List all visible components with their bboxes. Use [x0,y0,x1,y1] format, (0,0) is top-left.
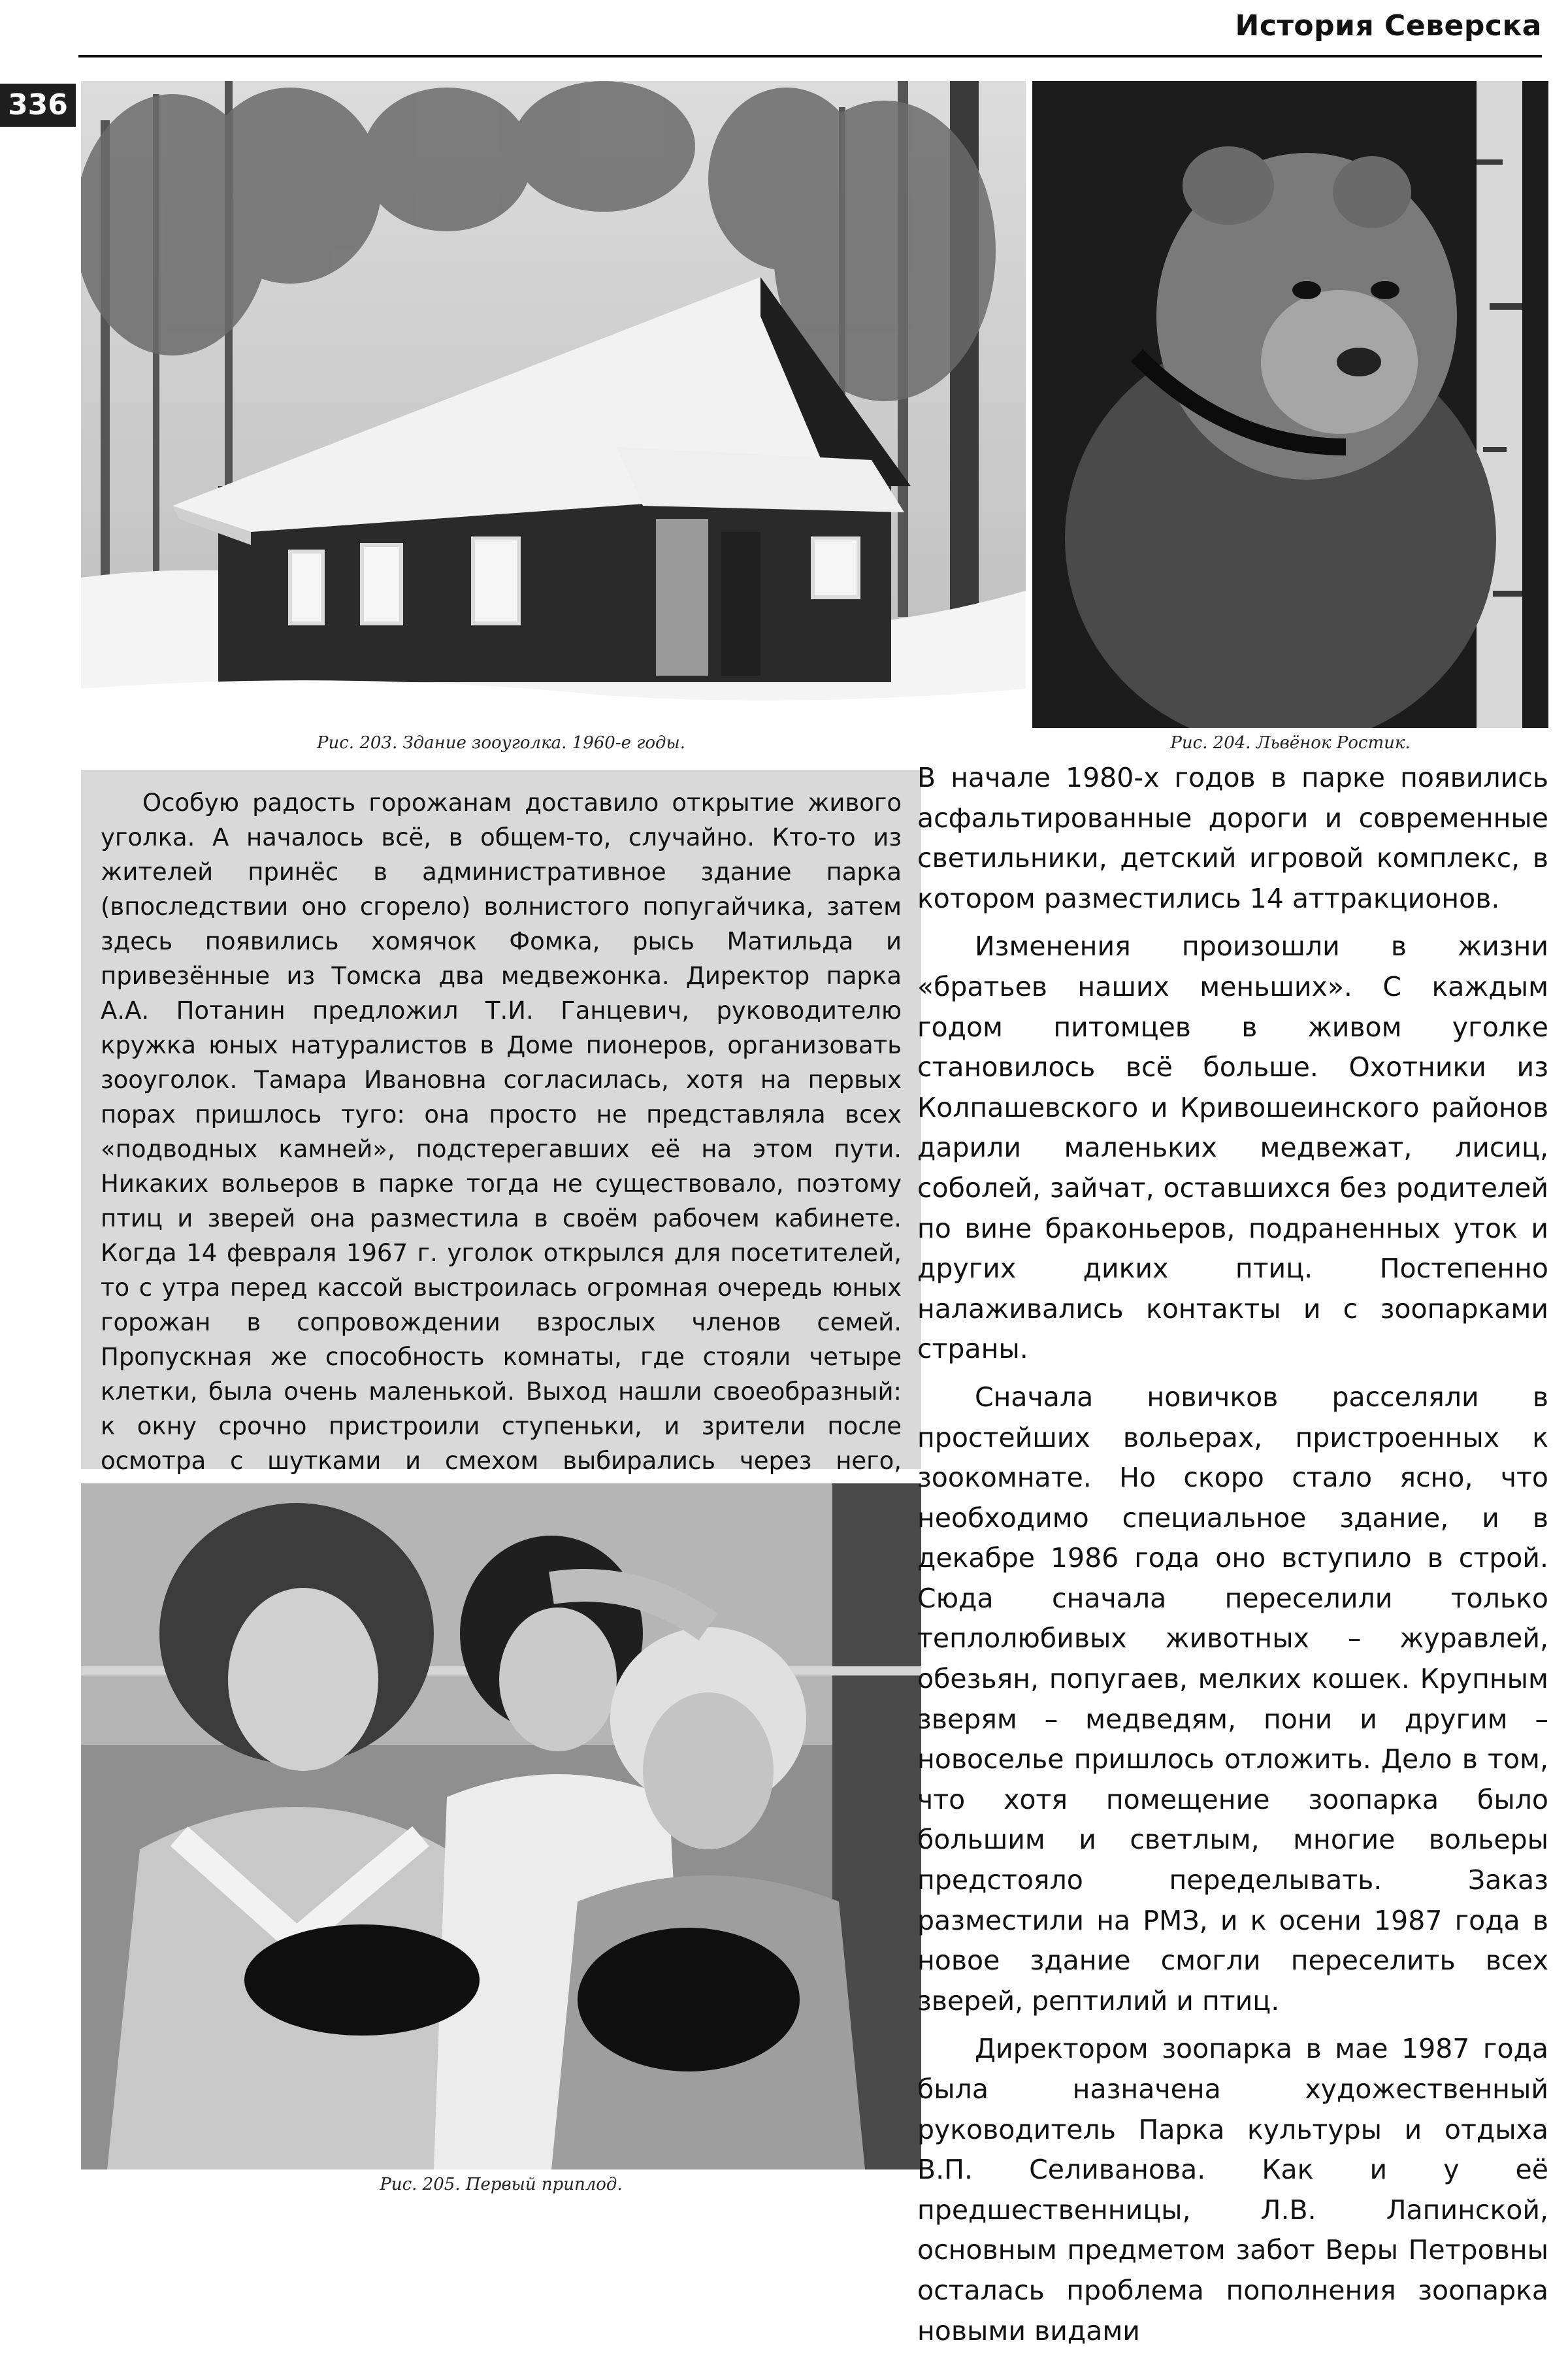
photo-lion-cub [1032,81,1548,728]
photo-zoo-building [81,81,1026,728]
running-header-title: История Северска [1235,9,1542,42]
sidebar-text-box [81,770,921,1475]
three-women-illustration [81,1483,921,2169]
figure-203-caption: Рис. 203. Здание зооуголка. 1960-е годы. [317,733,685,753]
page-number: 336 [0,84,76,127]
sidebar-paragraph: Особую радость горожанам доставило открытие живого уголка. А началось всё, в общем-то, случайно. Кто-то из жителей принёс в административное здание парка (впоследствии оно сгорело) волнистого попугайчика, затем здесь появились хомячок Фомка, рысь Матильда и привезённые из Томска два медвежонка. Директор парка А.А. Потанин предложил Т.И. Ганцевич, руководителю кружка юных натуралистов в Доме пионеров, организовать зооуголок. Тамара Ивановна согласилась, хотя на первых порах пришлось туго: она просто не представляла всех «подводных камней», подстерегавших её на этом пути. Никаких вольеров в парке тогда не существовало, поэтому птиц и зверей она разместила в своём рабочем кабинете. Когда 14 февраля 1967 г. уголок открылся для посетителей, то с утра перед кассой выстроилась огромная очередь юных горожан в сопровождении взрослых членов семей. Пропускная же способность комнаты, где стояли четыре клетки, была очень маленькой. Выход нашли своеобразный: к окну срочно пристроили ступеньки, и зрители после осмотра с шутками и смехом выбирались через него, [101,789,902,1475]
body-paragraph-3: Сначала новичков расселяли в простейших вольерах, пристроенных к зоокомнате. Но скоро стало ясно, что необходимо специальное здание, и в декабре 1986 года оно вступило в строй. Сюда сначала переселили только теплолюбивых животных – журавлей, обезьян, попугаев, мелких кошек. Крупным зверям – медведям, пони и другим – новоселье пришлось отложить. Дело в том, что хотя помещение зоопарка было большим и светлым, многие вольеры предстояло переделывать. Заказ разместили на РМЗ, и к осени 1987 года в новое здание смогли переселить всех зверей, рептилий и птиц. [917,1381,1548,2017]
figure-204-caption: Рис. 204. Львёнок Ростик. [1170,733,1411,753]
figure-205-caption: Рис. 205. Первый приплод. [380,2175,623,2194]
body-paragraph-1: В начале 1980-х годов в парке появились асфальтированные дороги и современные светильники, детский игровой комплекс, в котором разместились 14 аттракционов. [917,762,1548,914]
body-paragraph-4: Директором зоопарка в мае 1987 года была назначена художественный руководитель Парка культуры и отдыха В.П. Селиванова. Как и у её предшественницы, Л.В. Лапинской, основным предметом забот Веры Петровны осталась проблема пополнения зоопарка новыми видами [917,2033,1548,2347]
lion-cub-illustration [1032,81,1548,728]
photo-first-offspring [81,1483,921,2169]
body-paragraph-2: Изменения произошли в жизни «братьев наших меньших». С каждым годом питомцев в живом уголке становилось всё больше. Охотники из Колпашевского и Кривошеинского районов дарили маленьких медвежат, лисиц, соболей, зайчат, оставшихся без родителей по вине браконьеров, подраненных уток и других диких птиц. Постепенно налаживались контакты и с зоопарками страны. [917,931,1548,1365]
header-rule [78,55,1542,58]
zoo-building-illustration [81,81,1026,728]
right-column-text [917,758,1548,2359]
